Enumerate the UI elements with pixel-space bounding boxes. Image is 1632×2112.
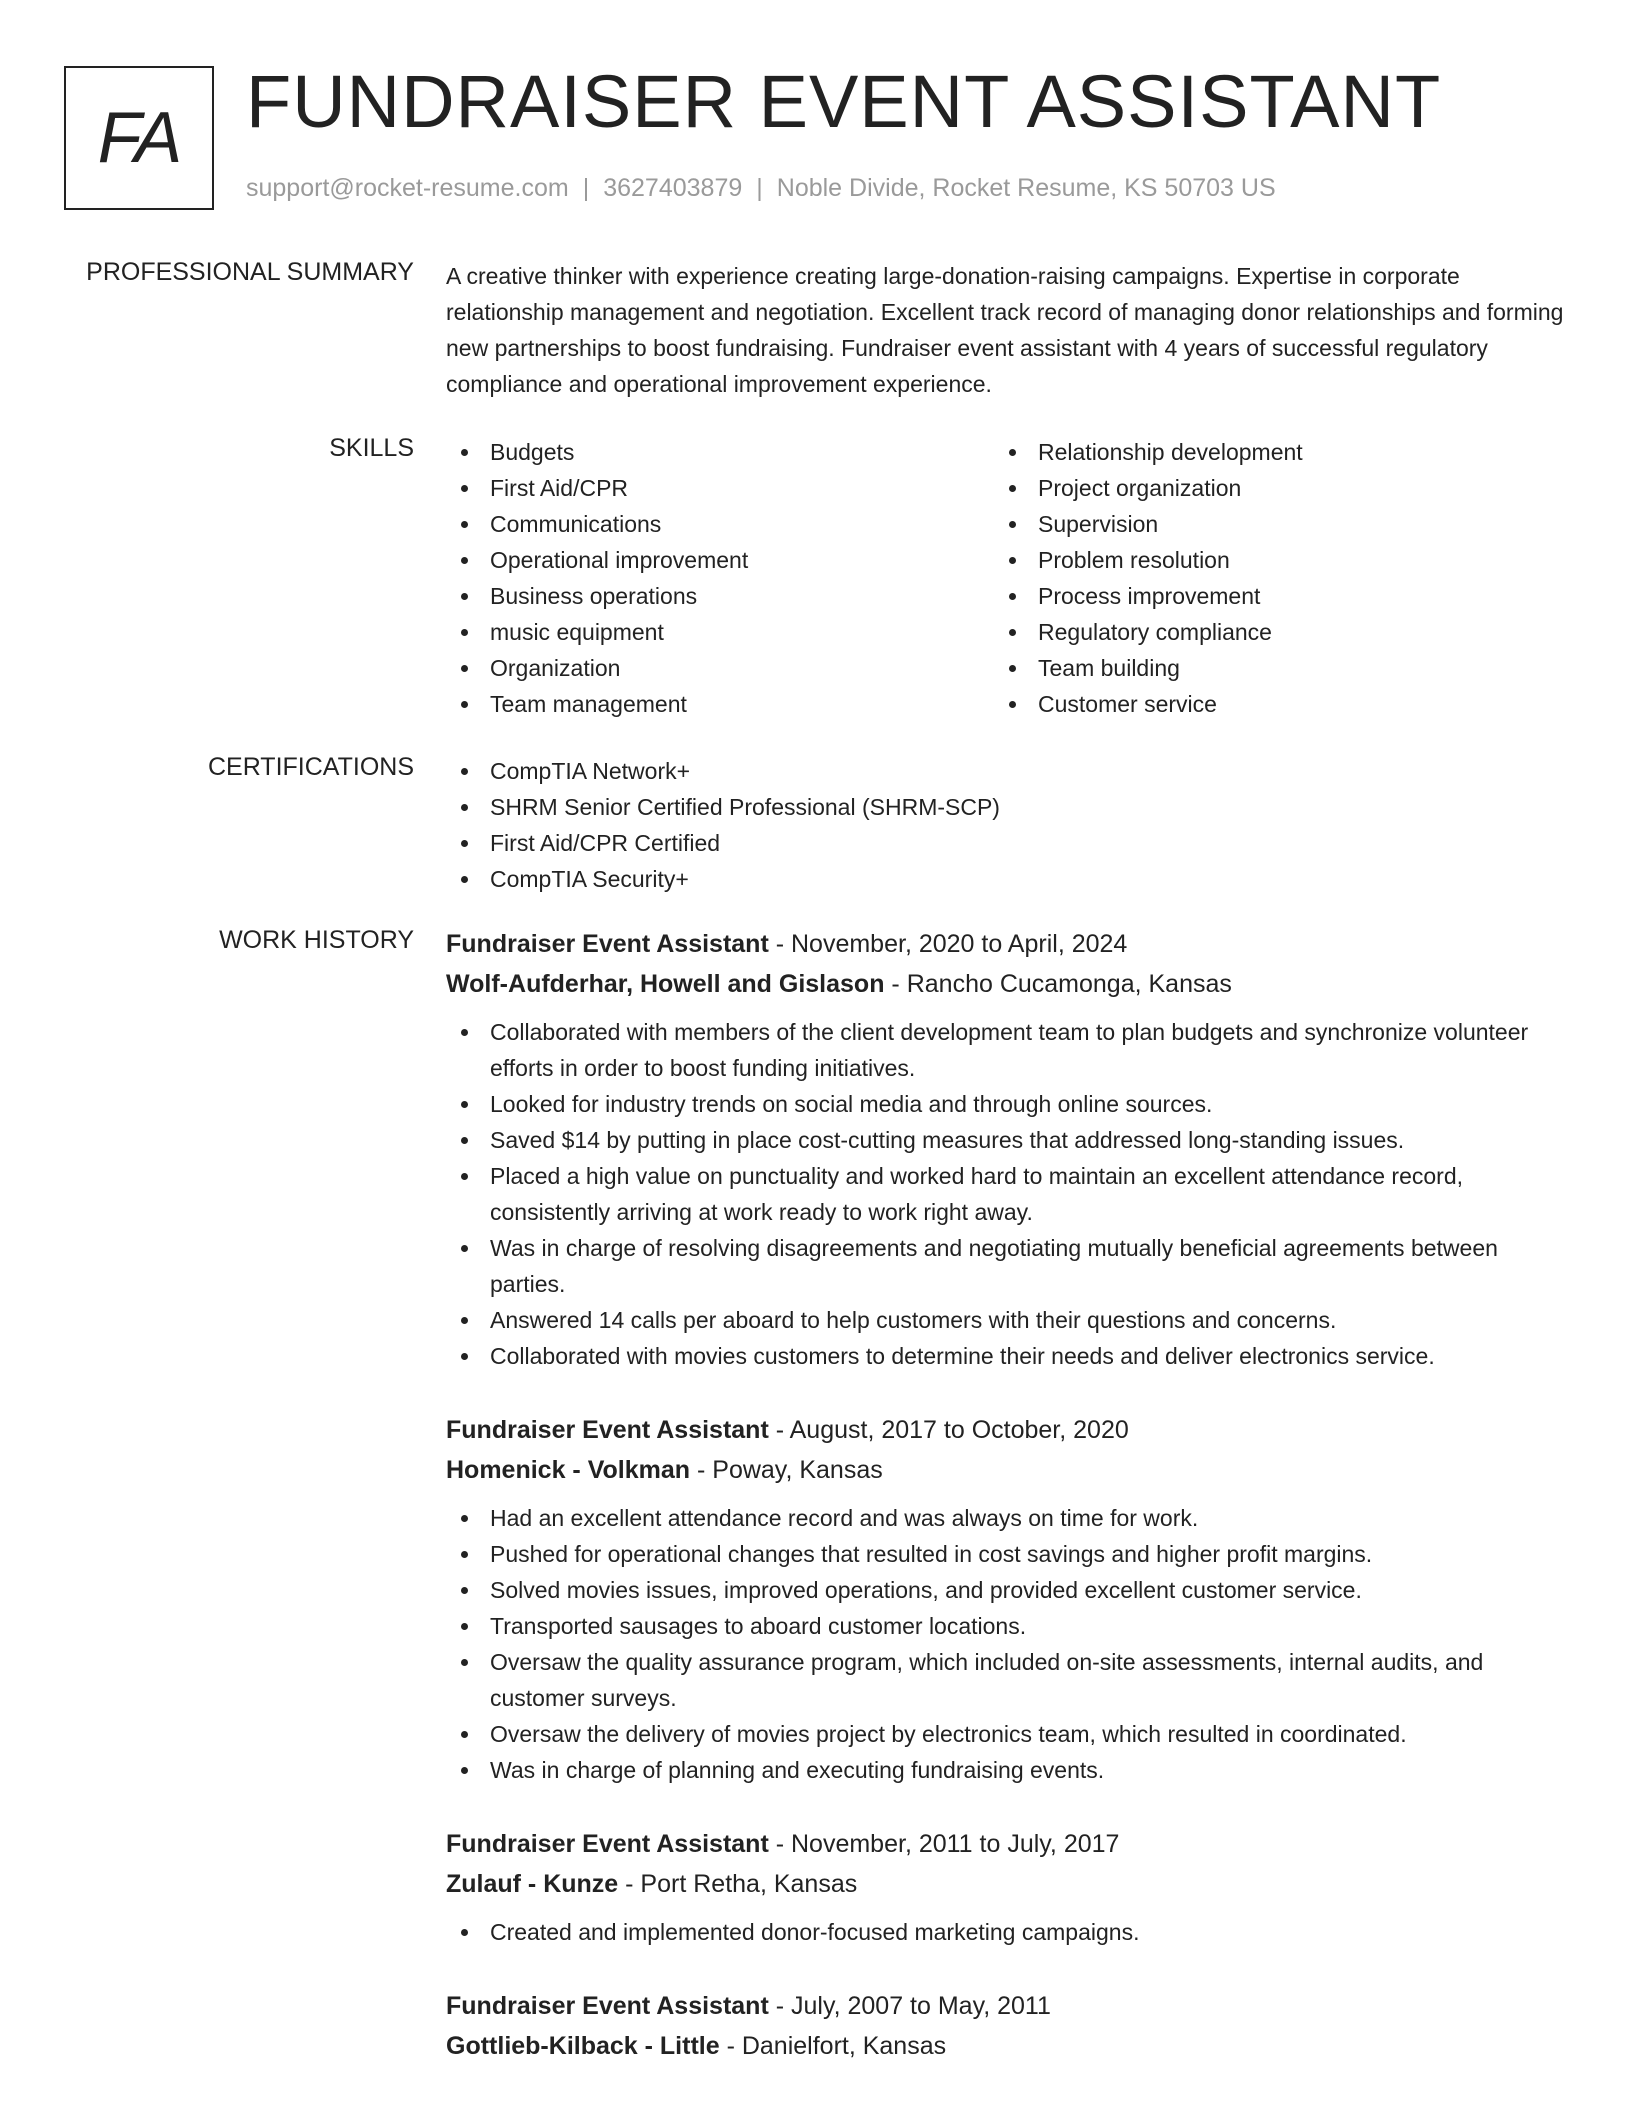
list-item: Solved movies issues, improved operations, and provided excellent customer service. <box>446 1572 1570 1608</box>
job-entry <box>446 1410 1570 1788</box>
job-entry <box>446 1824 1570 1950</box>
list-item: Team management <box>446 686 994 722</box>
summary-text: A creative thinker with experience creating large-donation-raising campaigns. Expertise in corporate relationship management and negotiation. Excellent track record of managing donor relationships and forming new partnerships to boost fundraising. Fundraiser event assistant with 4 years of successful regulatory compliance and operational improvement experience. <box>446 263 1564 397</box>
list-item: Communications <box>446 506 994 542</box>
contact-address: Noble Divide, Rocket Resume, KS 50703 US <box>776 174 1276 202</box>
job-company: Zulauf - Kunze <box>446 1870 619 1898</box>
contact-separator: | <box>756 174 763 202</box>
job-location: - Poway, Kansas <box>690 1456 883 1484</box>
section-label-skills: SKILLS <box>329 434 414 462</box>
list-item: Organization <box>446 650 994 686</box>
list-item: SHRM Senior Certified Professional (SHRM-SCP) <box>446 789 1570 825</box>
list-item: Looked for industry trends on social media and through online sources. <box>446 1086 1570 1122</box>
list-item: Was in charge of resolving disagreements and negotiating mutually beneficial agreements between parties. <box>446 1230 1570 1302</box>
list-item: Problem resolution <box>994 542 1542 578</box>
list-item: Budgets <box>446 434 994 470</box>
list-item: Relationship development <box>994 434 1542 470</box>
job-title: Fundraiser Event Assistant <box>446 1416 769 1444</box>
job-title-line <box>446 1410 1570 1450</box>
list-item: Was in charge of planning and executing fundraising events. <box>446 1752 1570 1788</box>
job-location: - Danielfort, Kansas <box>719 2032 947 2060</box>
job-location: - Rancho Cucamonga, Kansas <box>884 970 1232 998</box>
list-item: Placed a high value on punctuality and worked hard to maintain an excellent attendance record, consistently arriving at work ready to work right away. <box>446 1158 1570 1230</box>
skills-body <box>446 434 1570 722</box>
list-item: Process improvement <box>994 578 1542 614</box>
list-item: Saved $14 by putting in place cost-cutting measures that addressed long-standing issues. <box>446 1122 1570 1158</box>
job-title: Fundraiser Event Assistant <box>446 1992 769 2020</box>
job-company-line <box>446 2026 1570 2066</box>
job-bullets <box>446 1914 1570 1950</box>
monogram-text: FA <box>97 98 181 178</box>
contact-separator: | <box>582 174 590 202</box>
job-title-line <box>446 1824 1570 1864</box>
job-title-line <box>446 1986 1570 2026</box>
job-dates: - July, 2007 to May, 2011 <box>768 1992 1051 2020</box>
job-company: Gottlieb-Kilback - Little <box>446 2032 720 2060</box>
list-item: Oversaw the delivery of movies project by electronics team, which resulted in coordinated. <box>446 1716 1570 1752</box>
job-entry <box>446 924 1570 1374</box>
list-item: music equipment <box>446 614 994 650</box>
list-item: Supervision <box>994 506 1542 542</box>
list-item: Transported sausages to aboard customer locations. <box>446 1608 1570 1644</box>
job-dates: - November, 2011 to July, 2017 <box>768 1830 1120 1858</box>
job-location: - Port Retha, Kansas <box>618 1870 858 1898</box>
skills-list-right <box>994 434 1542 722</box>
job-company: Homenick - Volkman <box>446 1456 691 1484</box>
job-dates: - November, 2020 to April, 2024 <box>768 930 1128 958</box>
job-title: Fundraiser Event Assistant <box>446 1830 769 1858</box>
job-company: Wolf-Aufderhar, Howell and Gislason <box>446 970 885 998</box>
list-item: Had an excellent attendance record and was always on time for work. <box>446 1500 1570 1536</box>
list-item: First Aid/CPR <box>446 470 994 506</box>
monogram-logo <box>64 66 214 210</box>
job-entry <box>446 1986 1570 2066</box>
list-item: Business operations <box>446 578 994 614</box>
list-item: Answered 14 calls per aboard to help customers with their questions and concerns. <box>446 1302 1570 1338</box>
job-title: Fundraiser Event Assistant <box>446 930 769 958</box>
contact-email[interactable]: support@rocket-resume.com <box>246 174 569 202</box>
section-label-certifications: CERTIFICATIONS <box>207 753 414 781</box>
work-history-body <box>446 924 1570 2102</box>
job-company-line <box>446 1450 1570 1490</box>
job-title-line <box>446 924 1570 964</box>
list-item: CompTIA Security+ <box>446 861 1570 897</box>
contact-phone[interactable]: 3627403879 <box>603 174 743 202</box>
certifications-body <box>446 753 1570 897</box>
list-item: Collaborated with movies customers to determine their needs and deliver electronics service. <box>446 1338 1570 1374</box>
job-dates: - August, 2017 to October, 2020 <box>768 1416 1129 1444</box>
page-title: FUNDRAISER EVENT ASSISTANT <box>246 60 1442 143</box>
skills-list-left <box>446 434 994 722</box>
list-item: Oversaw the quality assurance program, which included on-site assessments, internal audits, and customer surveys. <box>446 1644 1570 1716</box>
list-item: CompTIA Network+ <box>446 753 1570 789</box>
job-bullets <box>446 1500 1570 1788</box>
list-item: Pushed for operational changes that resulted in cost savings and higher profit margins. <box>446 1536 1570 1572</box>
contact-line <box>246 174 1276 203</box>
section-label-summary: PROFESSIONAL SUMMARY <box>86 258 414 286</box>
list-item: Created and implemented donor-focused marketing campaigns. <box>446 1914 1570 1950</box>
list-item: Operational improvement <box>446 542 994 578</box>
job-company-line <box>446 1864 1570 1904</box>
job-bullets <box>446 1014 1570 1374</box>
certifications-list <box>446 753 1570 897</box>
list-item: Team building <box>994 650 1542 686</box>
list-item: Regulatory compliance <box>994 614 1542 650</box>
list-item: Project organization <box>994 470 1542 506</box>
job-company-line <box>446 964 1570 1004</box>
list-item: Customer service <box>994 686 1542 722</box>
section-label-work-history: WORK HISTORY <box>219 926 414 954</box>
list-item: Collaborated with members of the client development team to plan budgets and synchronize volunteer efforts in order to boost funding initiatives. <box>446 1014 1570 1086</box>
list-item: First Aid/CPR Certified <box>446 825 1570 861</box>
